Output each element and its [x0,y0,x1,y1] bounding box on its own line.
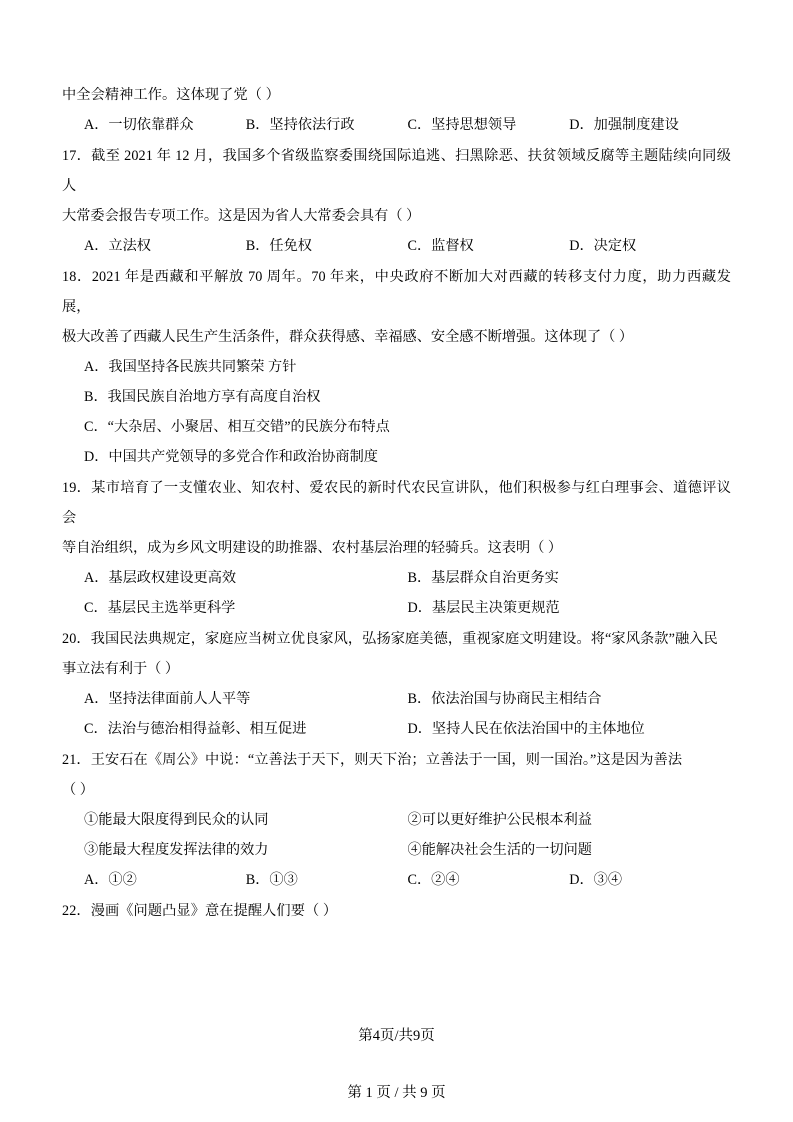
question-number-and-stem [62,473,731,533]
question-18 [62,262,731,472]
question-number: 22． [62,903,91,919]
question-number-and-stem [62,896,731,926]
statement-3: ③能最大程度发挥法律的效力 [84,842,269,858]
question-number: 18． [62,269,92,285]
options-row [62,714,731,744]
question-stem: 某市培育了一支懂农业、知农村、爱农民的新时代农民宣讲队，他们积极参与红白理事会、道德评议会 [62,480,731,526]
question-stem: 我国民法典规定，家庭应当树立优良家风，弘扬家庭美德，重视家庭文明建设。将“家风条款”融入民 [90,631,718,647]
option-a[interactable]: A．①② [84,872,137,888]
option-a[interactable]: A．一切依靠群众 [84,117,194,133]
statement-4: ④能解决社会生活的一切问题 [407,842,592,858]
option-a[interactable]: A．基层政权建设更高效 [84,570,237,586]
question-number-and-stem [62,262,731,322]
option-a[interactable]: A．立法权 [84,238,151,254]
question-stem-continued: （ ） [62,782,94,798]
option-b[interactable]: B．坚持依法行政 [245,117,355,133]
question-stem: 王安石在《周公》中说：“立善法于天下，则天下治；立善法于一国，则一国治。”这是因为善法 [90,752,683,768]
question-21 [62,745,731,895]
option-c[interactable]: C．“大杂居、小聚居、相互交错”的民族分布特点 [84,419,390,435]
question-stem-continued: 事立法有利于（ ） [62,661,180,677]
option-d[interactable]: D．决定权 [569,238,637,254]
option-d[interactable]: D．坚持人民在依法治国中的主体地位 [407,721,645,737]
options-row [62,563,731,593]
options-row [62,593,731,623]
document-footer-label: 第 1 页 / 共 9 页 [347,1085,446,1101]
question-number: 20． [62,631,91,647]
question-number: 17． [62,148,92,164]
question-stem: 2021 年是西藏和平解放 70 周年。70 年来，中央政府不断加大对西藏的转移支付力度，助力西藏发展， [62,269,731,315]
question-number-and-stem [62,745,731,775]
question-20 [62,624,731,744]
question-17 [62,141,731,261]
option-c[interactable]: C．基层民主选举更科学 [84,600,236,616]
question-number-and-stem [62,624,731,654]
question-number-and-stem [62,141,731,201]
option-c[interactable]: C．②④ [407,872,460,888]
question-stem-continued: 极大改善了西藏人民生产生活条件，群众获得感、幸福感、安全感不断增强。这体现了（ ） [62,329,634,345]
option-d[interactable]: D．中国共产党领导的多党合作和政治协商制度 [84,449,378,465]
option-c[interactable]: C．法治与德治相得益彰、相互促进 [84,721,307,737]
option-d[interactable]: D．加强制度建设 [569,117,679,133]
option-b[interactable]: B．基层群众自治更务实 [407,570,559,586]
statement-1: ①能最大限度得到民众的认同 [84,812,269,828]
question-number: 19． [62,480,92,496]
question-stem: 漫画《问题凸显》意在提醒人们要（ ） [90,903,338,919]
options-row [62,110,731,140]
question-number: 21． [62,752,91,768]
option-b[interactable]: B．依法治国与协商民主相结合 [407,691,602,707]
statements-row [62,835,731,865]
question-stem-continued: 等自治组织，成为乡风文明建设的助推器、农村基层治理的轻骑兵。这表明（ ） [62,540,563,556]
option-d[interactable]: D．③④ [569,872,623,888]
question-19 [62,473,731,623]
question-22 [62,896,731,926]
option-b[interactable]: B．我国民族自治地方享有高度自治权 [84,389,321,405]
statement-2: ②可以更好维护公民根本利益 [407,812,592,828]
option-b[interactable]: B．①③ [245,872,298,888]
question-stem: 截至 2021 年 12 月，我国多个省级监察委围绕国际追逃、扫黑除恶、扶贫领域反腐等主题陆续向同级人 [62,148,731,194]
option-d[interactable]: D．基层民主决策更规范 [407,600,560,616]
options-row [62,684,731,714]
option-c[interactable]: C．监督权 [407,238,474,254]
option-a[interactable]: A．我国坚持各民族共同繁荣 方针 [84,359,297,375]
option-c[interactable]: C．坚持思想领导 [407,117,517,133]
option-a[interactable]: A．坚持法律面前人人平等 [84,691,251,707]
question-stem-continued: 大常委会报告专项工作。这是因为省人大常委会具有（ ） [62,208,421,224]
statements-row [62,805,731,835]
question-stem: 中全会精神工作。这体现了党（ ） [62,87,280,103]
options-row [62,231,731,261]
question-fragment-16 [62,80,731,140]
option-b[interactable]: B．任免权 [245,238,312,254]
page-footer-label: 第4页/共9页 [358,1028,435,1044]
options-row [62,865,731,895]
